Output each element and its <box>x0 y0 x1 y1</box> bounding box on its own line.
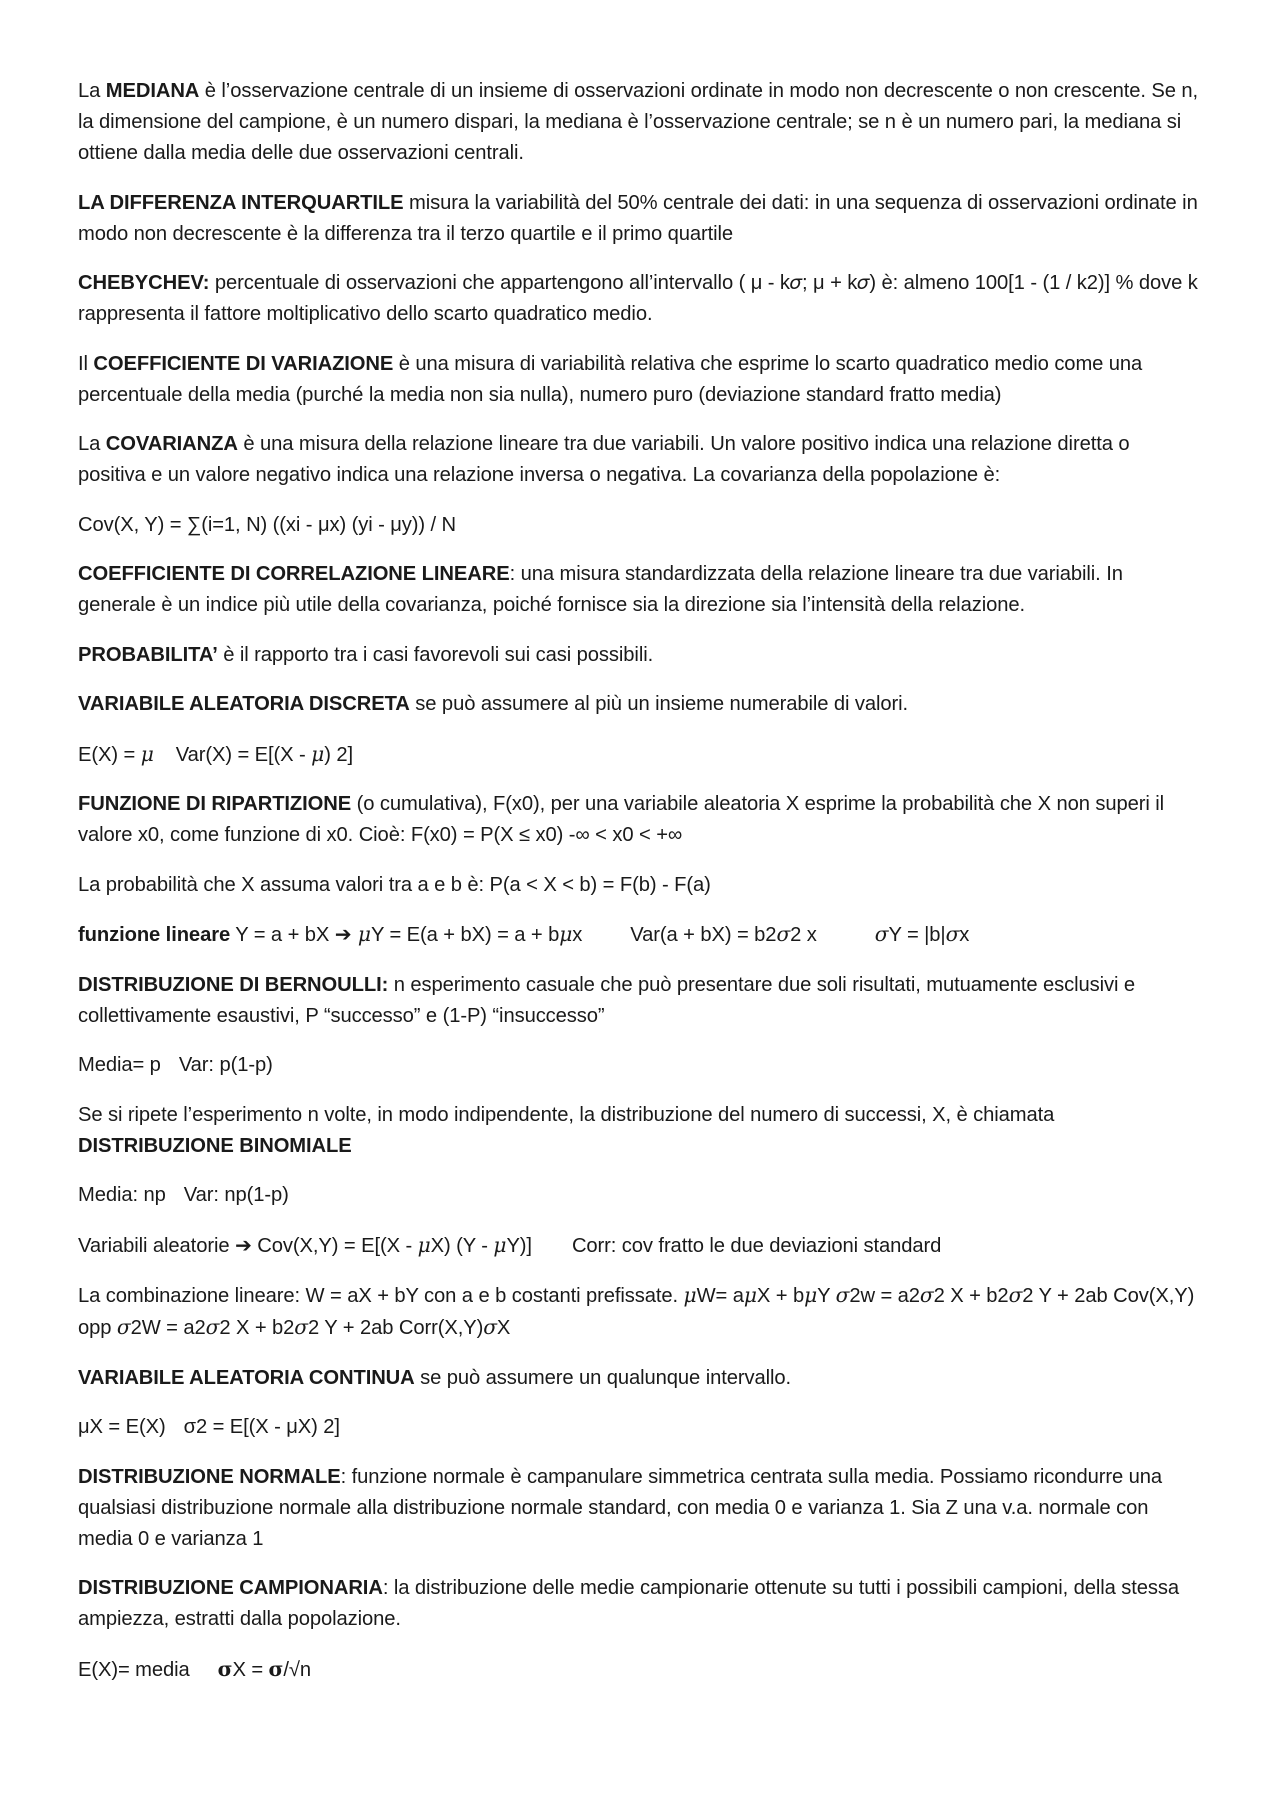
sigma-symbol: 𝜎 <box>919 1283 934 1307</box>
text: E(X)= media <box>78 1658 190 1681</box>
sigma-symbol: 𝜎 <box>294 1315 308 1339</box>
text: σ2 = E[(X - μX) 2] <box>183 1416 340 1438</box>
variazione-paragraph <box>78 349 1202 411</box>
mu-symbol: 𝜇 <box>559 922 573 946</box>
term-discreta: VARIABILE ALEATORIA DISCRETA <box>78 693 410 715</box>
term-interquartile: LA DIFFERENZA INTERQUARTILE <box>78 191 404 214</box>
combinazione-lineare-paragraph <box>78 1280 1202 1344</box>
text: Cov(X,Y) = E[(X - <box>251 1234 418 1257</box>
probabilita-paragraph <box>78 640 1202 671</box>
text: Var(X) = E[(X - <box>175 743 312 766</box>
text: 2 X + b2 <box>933 1285 1009 1307</box>
text: è il rapporto tra i casi favorevoli sui casi possibili. <box>217 643 654 666</box>
text: Corr: cov fratto le due deviazioni standard <box>571 1234 942 1257</box>
text: (o cumulativa), F(x0), per una variabile aleatoria X esprime la probabilità che X non superi il valore x0, come funzione di x0. Cioè: F(x0) = P(X ≤ x0) -∞ < x0 < +∞ <box>78 793 1164 846</box>
chebychev-paragraph <box>78 268 1202 330</box>
continua-formula <box>78 1412 1202 1443</box>
term-mediana: MEDIANA <box>105 80 200 102</box>
probabilita-intervallo: La probabilità che X assuma valori tra a e b è: P(a < X < b) = F(b) - F(a) <box>78 873 711 896</box>
text: Media= p <box>78 1054 161 1076</box>
text: se può assumere al più un insieme numerabile di valori. <box>409 693 909 715</box>
text: X) (Y - <box>430 1234 494 1257</box>
text: 2 Y + 2ab Corr(X,Y) <box>307 1317 484 1339</box>
campionaria-formula <box>78 1654 1202 1686</box>
interquartile-paragraph <box>78 188 1202 250</box>
text: μX = E(X) <box>78 1416 166 1438</box>
binomiale-paragraph <box>78 1100 1202 1162</box>
text: Y)] <box>506 1234 532 1257</box>
text: Y = a + bX <box>230 924 335 946</box>
mu-symbol: 𝜇 <box>417 1232 431 1257</box>
sigma-symbol: 𝜎 <box>945 922 960 946</box>
text: 2 Y + 2ab Cov(X,Y) opp <box>78 1285 1195 1339</box>
text: misura la variabilità del 50% centrale dei dati: in una sequenza di osservazioni ordinate in modo non decrescente è la differenza tra il terzo quartile e il primo quartile <box>78 191 1198 245</box>
campionaria-paragraph <box>78 1573 1202 1635</box>
term-correlazione: COEFFICIENTE DI CORRELAZIONE LINEARE <box>78 563 510 585</box>
mu-symbol: 𝜇 <box>493 1232 507 1257</box>
correlazione-paragraph <box>78 559 1202 621</box>
text: è l’osservazione centrale di un insieme di osservazioni ordinate in modo non decrescente o non crescente. Se n, la dimensione del campione, è un numero dispari, la mediana è l’osservazione centrale; se n è un numero pari, la mediana si ottiene dalla media delle due osservazioni centrali. <box>78 80 1199 164</box>
text: è una misura di variabilità relativa che esprime lo scarto quadratico medio come una percentuale della media (purché la media non sia nulla), numero puro (deviazione standard fratto media) <box>78 352 1143 406</box>
mu-symbol: 𝜇 <box>351 922 371 946</box>
text: x <box>959 924 970 946</box>
term-bernoulli: DISTRIBUZIONE DI BERNOULLI: <box>78 973 389 996</box>
sigma-symbol: 𝜎 <box>483 1315 497 1339</box>
text: E(X) = <box>78 743 141 766</box>
bernoulli-paragraph <box>78 970 1202 1032</box>
text: ) 2] <box>324 743 353 766</box>
text: : funzione normale è campanulare simmetrica centrata sulla media. Possiamo ricondurre una qualsiasi distribuzione normale alla distribuzione normale standard, con media 0 e varianza 1. Sia Z una v.a. normale con media 0 e varianza 1 <box>78 1465 1163 1550</box>
text: 2W = a2 <box>130 1317 206 1339</box>
text: Var: np(1-p) <box>183 1184 289 1206</box>
sigma-symbol: 𝜎 <box>116 1315 131 1339</box>
expected-variance-formula <box>78 739 1202 771</box>
term-ripartizione: FUNZIONE DI RIPARTIZIONE <box>78 793 352 815</box>
bernoulli-media-varianza <box>78 1050 1202 1081</box>
sigma-symbol: 𝜎 <box>874 922 889 946</box>
text: Y = E(a + bX) = a + b <box>370 924 560 946</box>
text: X <box>496 1317 511 1339</box>
covarianza-paragraph <box>78 429 1202 491</box>
term-continua: VARIABILE ALEATORIA CONTINUA <box>78 1366 415 1389</box>
funzione-lineare-line <box>78 919 1202 951</box>
term-campionaria: DISTRIBUZIONE CAMPIONARIA <box>78 1577 383 1599</box>
ripartizione-paragraph <box>78 789 1202 851</box>
mu-symbol: 𝜇 <box>311 741 325 766</box>
text: Y <box>817 1285 836 1307</box>
term-funzione-lineare: funzione lineare <box>78 924 231 946</box>
term-chebychev: CHEBYCHEV: <box>78 272 210 294</box>
text: se può assumere un qualunque intervallo. <box>414 1366 791 1389</box>
arrow-right-icon: ➔ <box>234 1234 252 1257</box>
text: n esperimento casuale che può presentare due soli risultati, mutuamente esclusivi e collettivamente esaustivi, P “successo” e (1-P) “insuccesso” <box>78 973 1136 1027</box>
text: Y = |b| <box>888 924 946 946</box>
text: : la distribuzione delle medie campionarie ottenute su tutti i possibili campioni, della stessa ampiezza, estratti dalla popolazione. <box>78 1577 1179 1630</box>
text: x <box>572 924 583 946</box>
text: Var(a + bX) = b2 <box>630 924 777 946</box>
term-variazione: COEFFICIENTE DI VARIAZIONE <box>93 352 394 375</box>
term-normale: DISTRIBUZIONE NORMALE <box>78 1465 341 1488</box>
text: /√n <box>283 1658 311 1681</box>
sigma-symbol: 𝜎 <box>835 1283 850 1307</box>
arrow-right-icon: ➔ <box>334 924 352 946</box>
sigma-symbol: 𝜎 <box>1008 1283 1023 1307</box>
text: : una misura standardizzata della relazione lineare tra due variabili. In generale è un indice più utile della covarianza, poiché fornisce sia la direzione sia l’intensità della relazione. <box>78 563 1123 616</box>
mu-symbol: 𝜇 <box>140 741 154 766</box>
text: X + b <box>756 1285 805 1307</box>
term-binomiale: DISTRIBUZIONE BINOMIALE <box>78 1134 352 1157</box>
text: La combinazione lineare: W = aX + bY con a e b costanti prefissate. <box>78 1285 684 1307</box>
text: Var: p(1-p) <box>178 1054 273 1076</box>
text: 2 X + b2 <box>219 1317 295 1339</box>
text: 2w = a2 <box>849 1285 920 1307</box>
discreta-paragraph <box>78 689 1202 720</box>
mu-symbol: 𝜇 <box>743 1283 757 1307</box>
continua-paragraph <box>78 1363 1202 1394</box>
sigma-symbol: 𝜎 <box>776 922 791 946</box>
covarianza-formula: Cov(X, Y) = ∑(i=1, N) ((xi - μx) (yi - μy)) / N <box>78 513 457 536</box>
term-probabilita: PROBABILITA’ <box>78 643 218 666</box>
text: Se si ripete l’esperimento n volte, in modo indipendente, la distribuzione del numero di successi, X, è chiamata <box>78 1103 1055 1126</box>
text: Variabili aleatorie <box>78 1234 235 1257</box>
sigma-symbol: σ <box>217 1656 233 1681</box>
text: W= a <box>696 1285 744 1307</box>
variabili-aleatorie-line <box>78 1230 1202 1262</box>
sigma-symbol: σ <box>268 1656 284 1681</box>
text: Il <box>78 352 94 375</box>
mu-symbol: 𝜇 <box>804 1283 818 1307</box>
text: 2 x <box>790 924 817 946</box>
binomiale-media-varianza <box>78 1180 1202 1211</box>
text: La <box>78 433 106 455</box>
text: è una misura della relazione lineare tra due variabili. Un valore positivo indica una relazione diretta o positiva e un valore negativo indica una relazione inversa o negativa. La covarianza della popolazione è: <box>78 433 1130 486</box>
normale-paragraph <box>78 1462 1202 1555</box>
mediana-paragraph <box>78 76 1202 169</box>
mu-symbol: 𝜇 <box>683 1283 697 1307</box>
text: X = <box>232 1658 269 1681</box>
text: Media: np <box>78 1184 166 1206</box>
text: percentuale di osservazioni che appartengono all’intervallo ( μ - k𝜎; μ + k𝜎) è: almeno 100[1 - (1 / k2)] % dove k rappresenta il fattore moltiplicativo dello scarto quadratico medio. <box>78 272 1198 325</box>
sigma-symbol: 𝜎 <box>205 1315 220 1339</box>
term-covarianza: COVARIANZA <box>105 433 238 455</box>
text: La <box>78 80 106 102</box>
